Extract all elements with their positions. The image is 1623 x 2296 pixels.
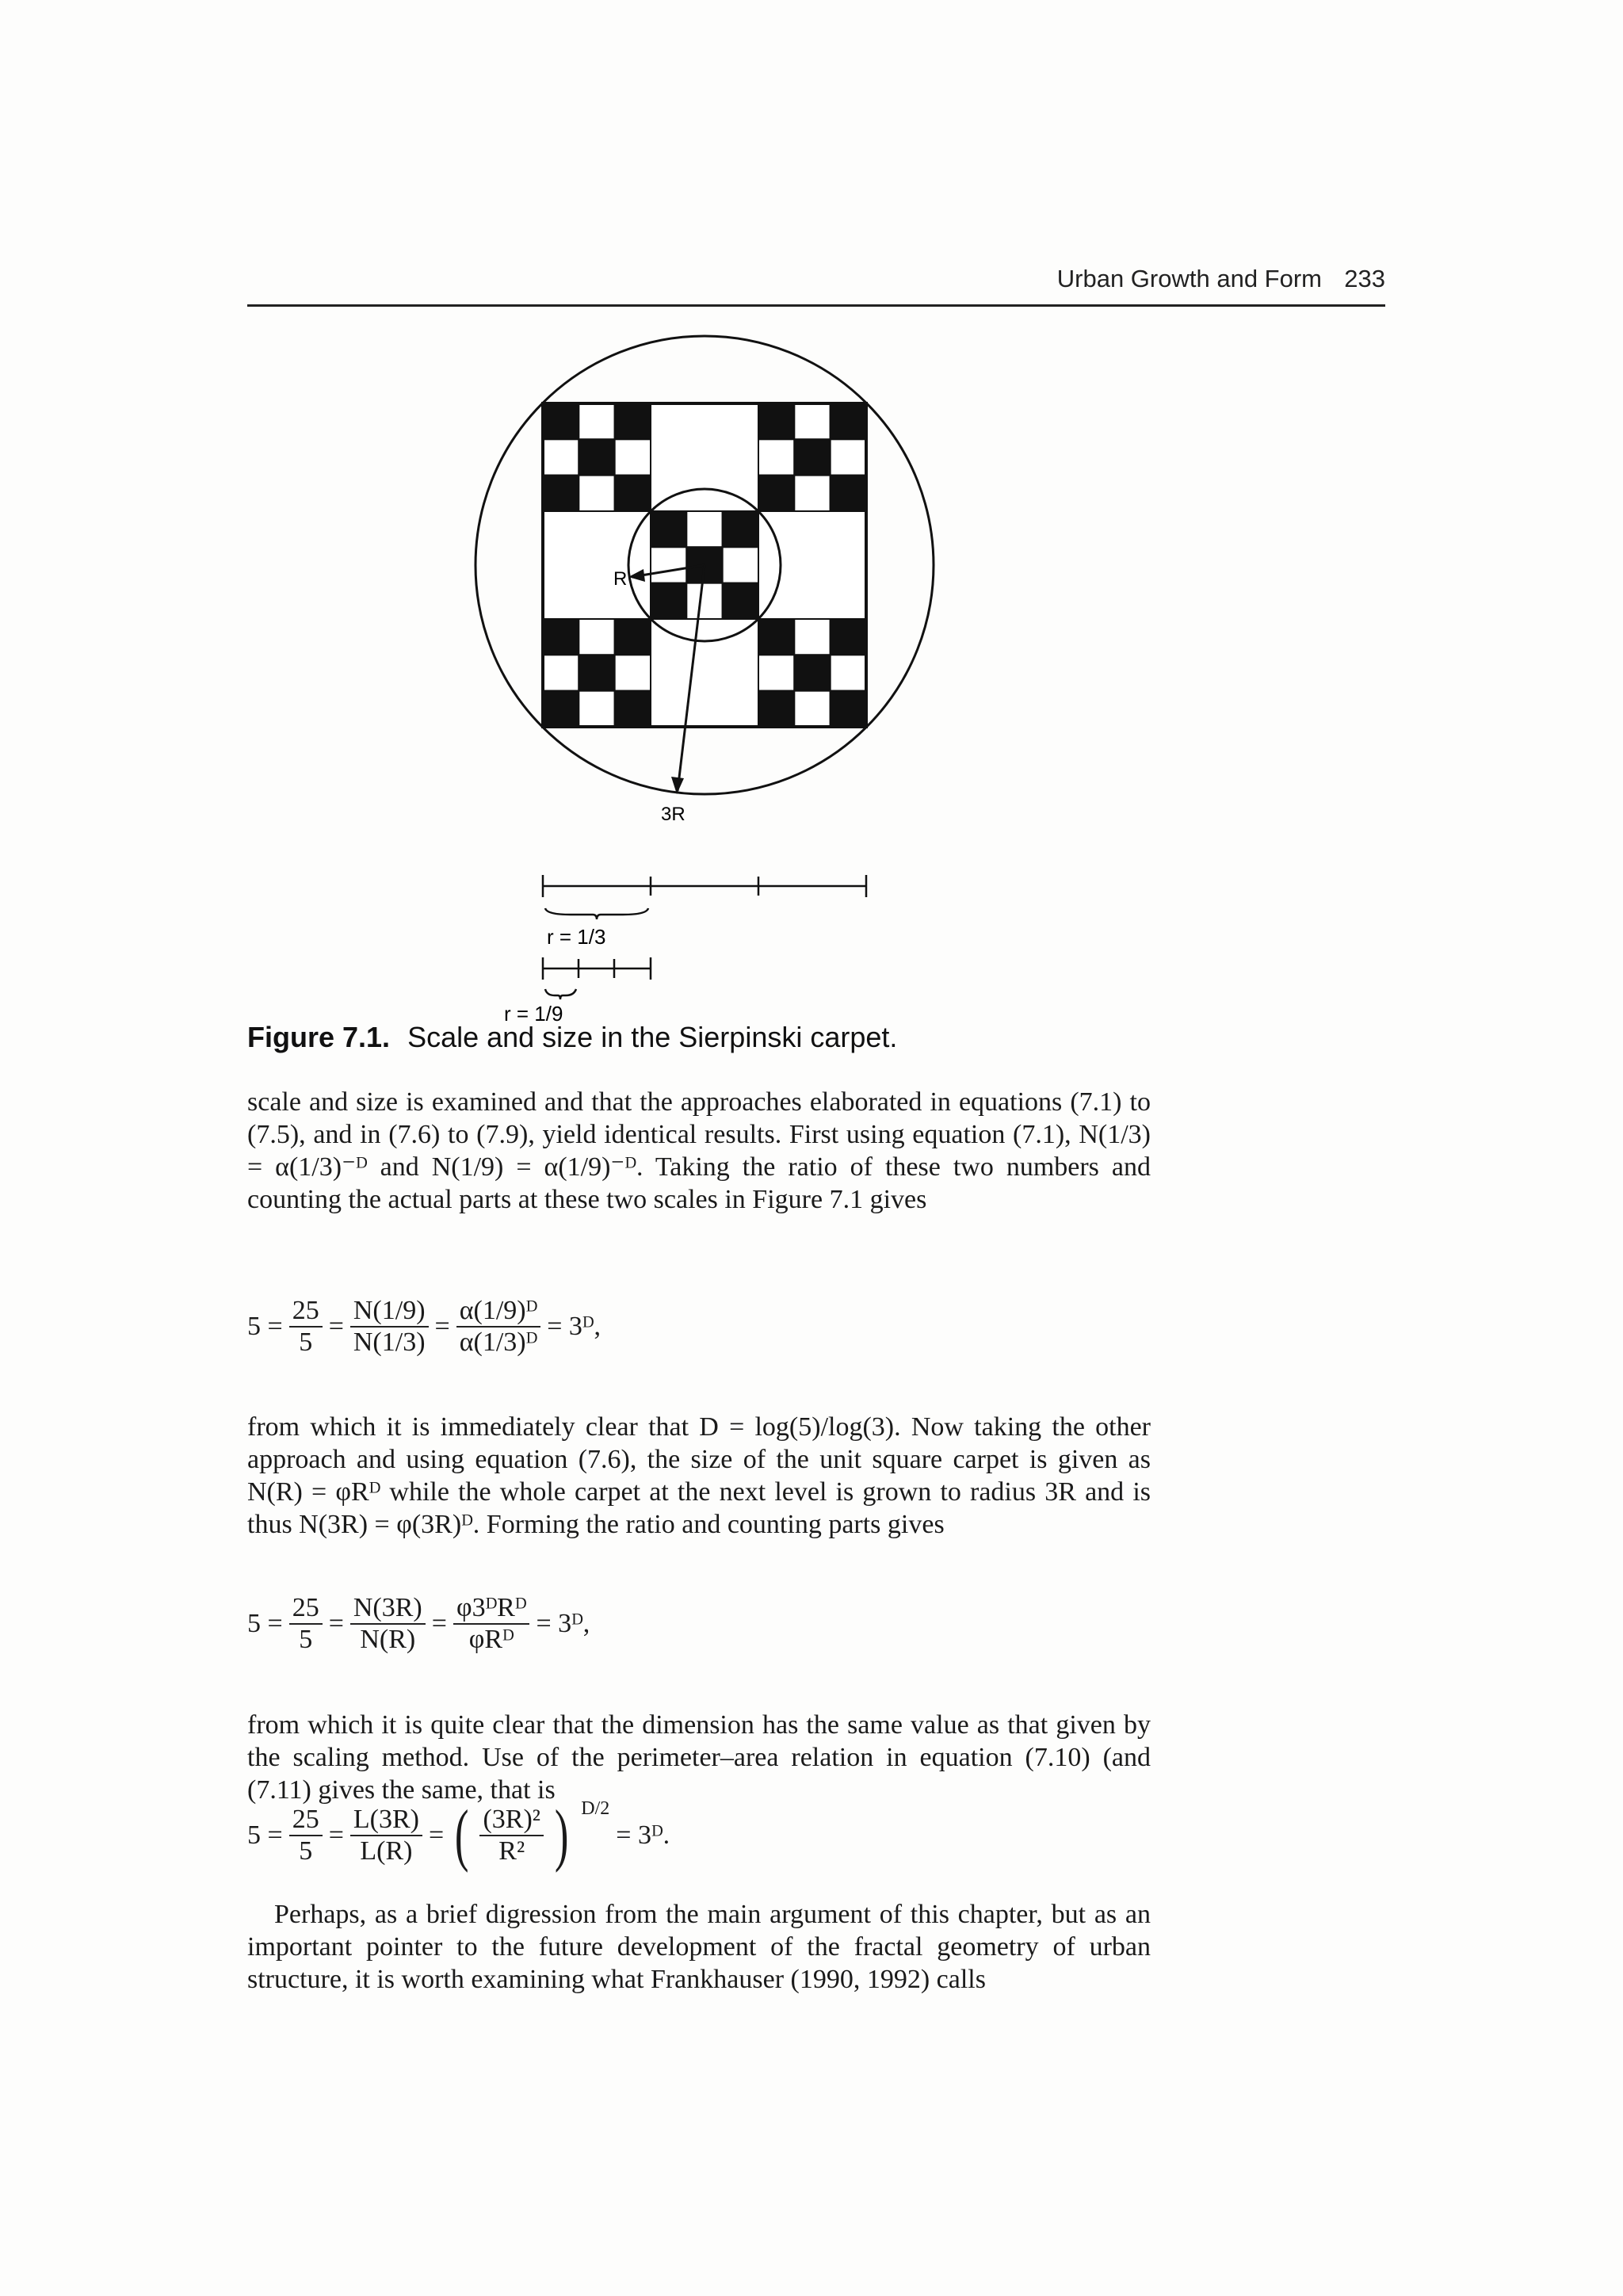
caption-text: Scale and size in the Sierpinski carpet.	[407, 1021, 898, 1053]
eq2-frac2: $\frac{N(3R)}{N(R)}$	[350, 1593, 426, 1655]
carpet-cell-filled	[758, 691, 794, 727]
eq3-frac2: $\frac{L(3R)}{L(R)}$	[350, 1805, 422, 1866]
label-3R: 3R	[661, 804, 685, 825]
label-r-1-3: r = 1/3	[547, 925, 606, 949]
carpet-cell-filled	[831, 476, 866, 511]
eq3-equals: =	[328, 1820, 344, 1850]
eq3-exponent: D/2	[581, 1797, 610, 1819]
carpet-cell-empty	[651, 547, 686, 583]
carpet-cell-empty	[831, 439, 866, 475]
carpet-cell-empty	[758, 655, 794, 690]
figure-label: Figure 7.1.	[247, 1021, 391, 1053]
carpet-cell-empty	[579, 476, 614, 511]
carpet-cell-filled	[615, 476, 651, 511]
carpet-cell-filled	[723, 583, 758, 619]
carpet-cell-filled	[543, 403, 579, 439]
running-title: Urban Growth and Form	[1056, 265, 1322, 292]
carpet-cell-filled	[831, 619, 866, 655]
carpet-cell-filled	[794, 655, 830, 690]
carpet-block-empty	[651, 619, 758, 727]
scale-bar-1-9	[543, 957, 651, 999]
carpet-cell-filled	[723, 511, 758, 547]
carpet-cell-filled	[651, 583, 686, 619]
eq2-lhs: 5 =	[247, 1609, 283, 1638]
carpet-cell-empty	[794, 691, 830, 727]
paragraph-4: Perhaps, as a brief digression from the main argument of this chapter, but as an important pointer to the future development of the fractal geometry of urban structure, it is worth examining what Frankhauser (1990, 1992) calls	[247, 1900, 1151, 1994]
carpet-cell-empty	[794, 403, 830, 439]
eq2-frac1: $\frac{25}{5}$	[289, 1593, 323, 1655]
figure-caption	[247, 1021, 1385, 1054]
carpet-cell-filled	[543, 476, 579, 511]
eq1-equals: =	[328, 1312, 344, 1341]
carpet-cell-filled	[758, 476, 794, 511]
carpet-cell-empty	[686, 511, 722, 547]
sierpinski-carpet-figure	[0, 0, 1623, 1022]
paragraph-3: from which it is quite clear that the dimension has the same value as that given by the scaling method. Use of the perimeter–area relation in equation (7.10) (and (7.11) gives the same, that is	[247, 1710, 1151, 1805]
eq3-lhs: 5 =	[247, 1820, 283, 1850]
eq1-equals-2: =	[434, 1312, 450, 1341]
label-R: R	[613, 568, 628, 590]
carpet-cell-empty	[794, 476, 830, 511]
carpet-cell-filled	[831, 691, 866, 727]
eq1-frac3: $\frac{\text{α(1/9)ᴰ}}{\text{α(1/3)ᴰ}}$	[456, 1296, 541, 1358]
eq2-rhs: = 3ᴰ,	[536, 1609, 590, 1638]
carpet-cell-empty	[543, 655, 579, 690]
eq3-rhs: = 3ᴰ.	[616, 1820, 670, 1850]
eq1-frac1: $\frac{25}{5}$	[289, 1296, 323, 1358]
carpet-cell-empty	[794, 619, 830, 655]
eq3-frac3: $\frac{\text{(3R)²}}{\text{R²}}$	[479, 1805, 544, 1866]
carpet-cell-filled	[615, 691, 651, 727]
carpet-block-empty	[758, 511, 866, 619]
equation-1	[247, 1296, 607, 1358]
paragraph-2: from which it is immediately clear that D = log(5)/log(3). Now taking the other approach and using equation (7.6), the size of the unit square carpet is given as N(R) = φRᴰ while the whole carpet at the next level is grown to radius 3R and is thus N(3R) = φ(3R)ᴰ. Forming the ratio and counting parts gives	[247, 1412, 1151, 1539]
equation-2	[247, 1593, 596, 1655]
carpet-cell-empty	[686, 583, 722, 619]
carpet-cell-empty	[615, 655, 651, 690]
carpet-cell-filled	[794, 439, 830, 475]
carpet-cell-filled	[758, 619, 794, 655]
carpet-cell-empty	[615, 439, 651, 475]
label-r-1-9: r = 1/9	[504, 1002, 563, 1022]
carpet-cell-filled	[831, 403, 866, 439]
eq3-right-paren: )	[554, 1797, 569, 1874]
eq3-frac1: $\frac{25}{5}$	[289, 1805, 323, 1866]
carpet-cell-filled	[651, 511, 686, 547]
carpet-cell-filled	[758, 403, 794, 439]
carpet-cell-empty	[831, 655, 866, 690]
eq2-frac3: $\frac{\text{φ3ᴰRᴰ}}{\text{φRᴰ}}$	[453, 1593, 530, 1655]
scale-bar-1-3	[543, 875, 866, 919]
eq3-equals-2: =	[428, 1820, 445, 1850]
carpet-cell-empty	[758, 439, 794, 475]
carpet-cell-empty	[579, 619, 614, 655]
carpet-cell-filled	[615, 619, 651, 655]
carpet-cell-empty	[579, 691, 614, 727]
eq1-rhs: = 3ᴰ,	[547, 1312, 601, 1341]
eq2-equals-2: =	[431, 1609, 447, 1638]
carpet-cell-filled	[543, 691, 579, 727]
carpet-cell-filled	[615, 403, 651, 439]
carpet-cell-empty	[543, 439, 579, 475]
paragraph-1: scale and size is examined and that the approaches elaborated in equations (7.1) to (7.5), and in (7.6) to (7.9), yield identical results. First using equation (7.1), N(1/3) = α(1/3)⁻ᴰ and N(1/9) = α(1/9)⁻ᴰ. Taking the ratio of these two numbers and counting the actual parts at these two scales in Figure 7.1 gives	[247, 1087, 1151, 1214]
page-number: 233	[1344, 265, 1385, 292]
equation-3	[247, 1797, 676, 1874]
eq3-left-paren: (	[455, 1797, 469, 1874]
carpet-block-empty	[651, 403, 758, 511]
eq1-lhs: 5 =	[247, 1312, 283, 1341]
carpet-cell-filled	[579, 655, 614, 690]
carpet-cell-empty	[723, 547, 758, 583]
eq1-frac2: $\frac{N(1/9)}{N(1/3)}$	[350, 1296, 429, 1358]
carpet-cell-filled	[543, 619, 579, 655]
carpet-block-empty	[543, 511, 651, 619]
carpet-cell-filled	[579, 439, 614, 475]
eq2-equals: =	[328, 1609, 344, 1638]
carpet-cell-empty	[579, 403, 614, 439]
